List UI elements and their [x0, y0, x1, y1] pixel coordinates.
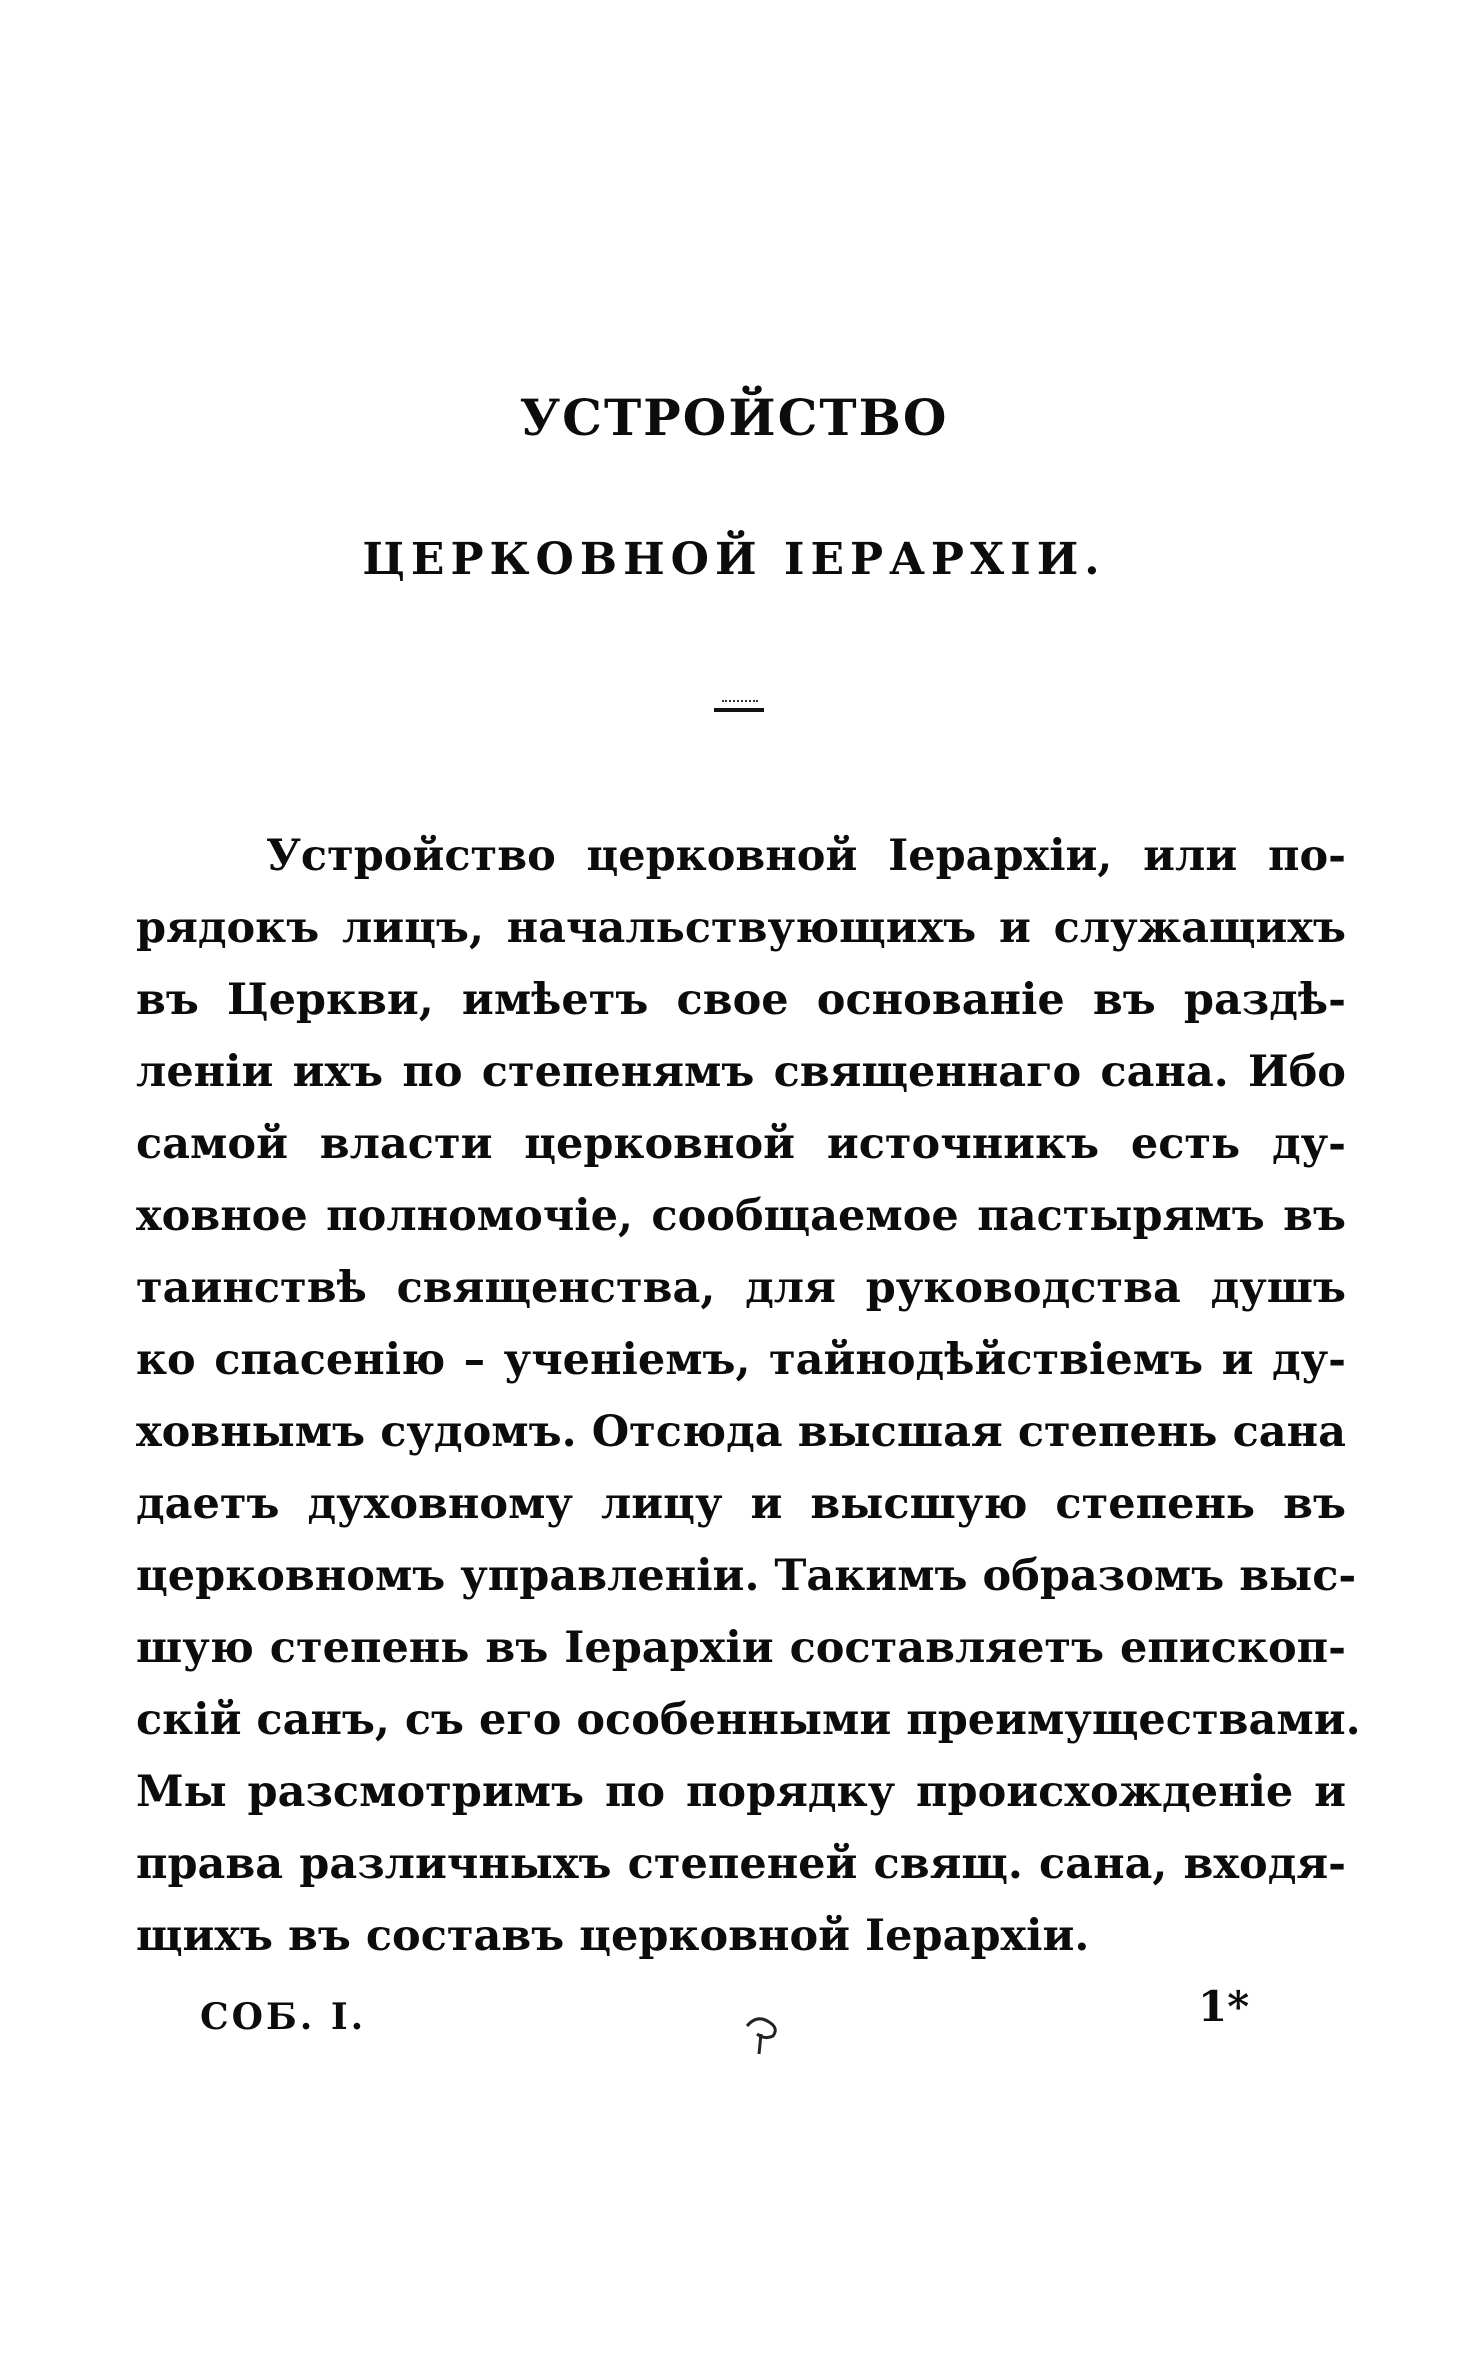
page-subtitle: ЦЕРКОВНОЙ ІЕРАРХІИ. [362, 534, 1106, 585]
section-rule [714, 708, 764, 712]
body-line: Мы разсмотримъ по порядку происхожденіе и [136, 1767, 1346, 1817]
body-line: скій санъ, съ его особенными преимуществами. [136, 1695, 1361, 1745]
body-line: Устройство церковной Іерархіи, или по- [266, 831, 1346, 881]
body-line: ко спасенію – ученіемъ, тайнодѣйствіемъ и ду- [136, 1335, 1346, 1385]
body-line: церковномъ управленіи. Такимъ образомъ выс- [136, 1551, 1357, 1601]
body-paragraph [136, 820, 1361, 1972]
body-line: щихъ въ составъ церковной Іерархіи. [136, 1911, 1090, 1961]
body-line: права различныхъ степеней свящ. сана, входя- [136, 1839, 1346, 1889]
body-line: ховное полномочіе, сообщаемое пастырямъ въ [136, 1191, 1346, 1241]
body-line: шую степень въ Іерархіи составляетъ епископ- [136, 1623, 1346, 1673]
stamp-mark-icon [735, 2000, 795, 2060]
page-title: УСТРОЙСТВО [519, 388, 949, 447]
body-line: самой власти церковной источникъ есть ду- [136, 1119, 1346, 1169]
body-line: ховнымъ судомъ. Отсюда высшая степень сана [136, 1407, 1346, 1457]
body-line: леніи ихъ по степенямъ священнаго сана. Ибо [136, 1047, 1346, 1097]
signature-mark: СОБ. I. [200, 1996, 367, 2038]
folio-number: 1* [1198, 1982, 1250, 2031]
body-line: рядокъ лицъ, начальствующихъ и служащихъ [136, 903, 1346, 953]
body-line: въ Церкви, имѣетъ свое основаніе въ раздѣ- [136, 975, 1346, 1025]
body-line: таинствѣ священства, для руководства душъ [136, 1263, 1346, 1313]
body-line: даетъ духовному лицу и высшую степень въ [136, 1479, 1346, 1529]
ornament-dots [722, 700, 758, 702]
